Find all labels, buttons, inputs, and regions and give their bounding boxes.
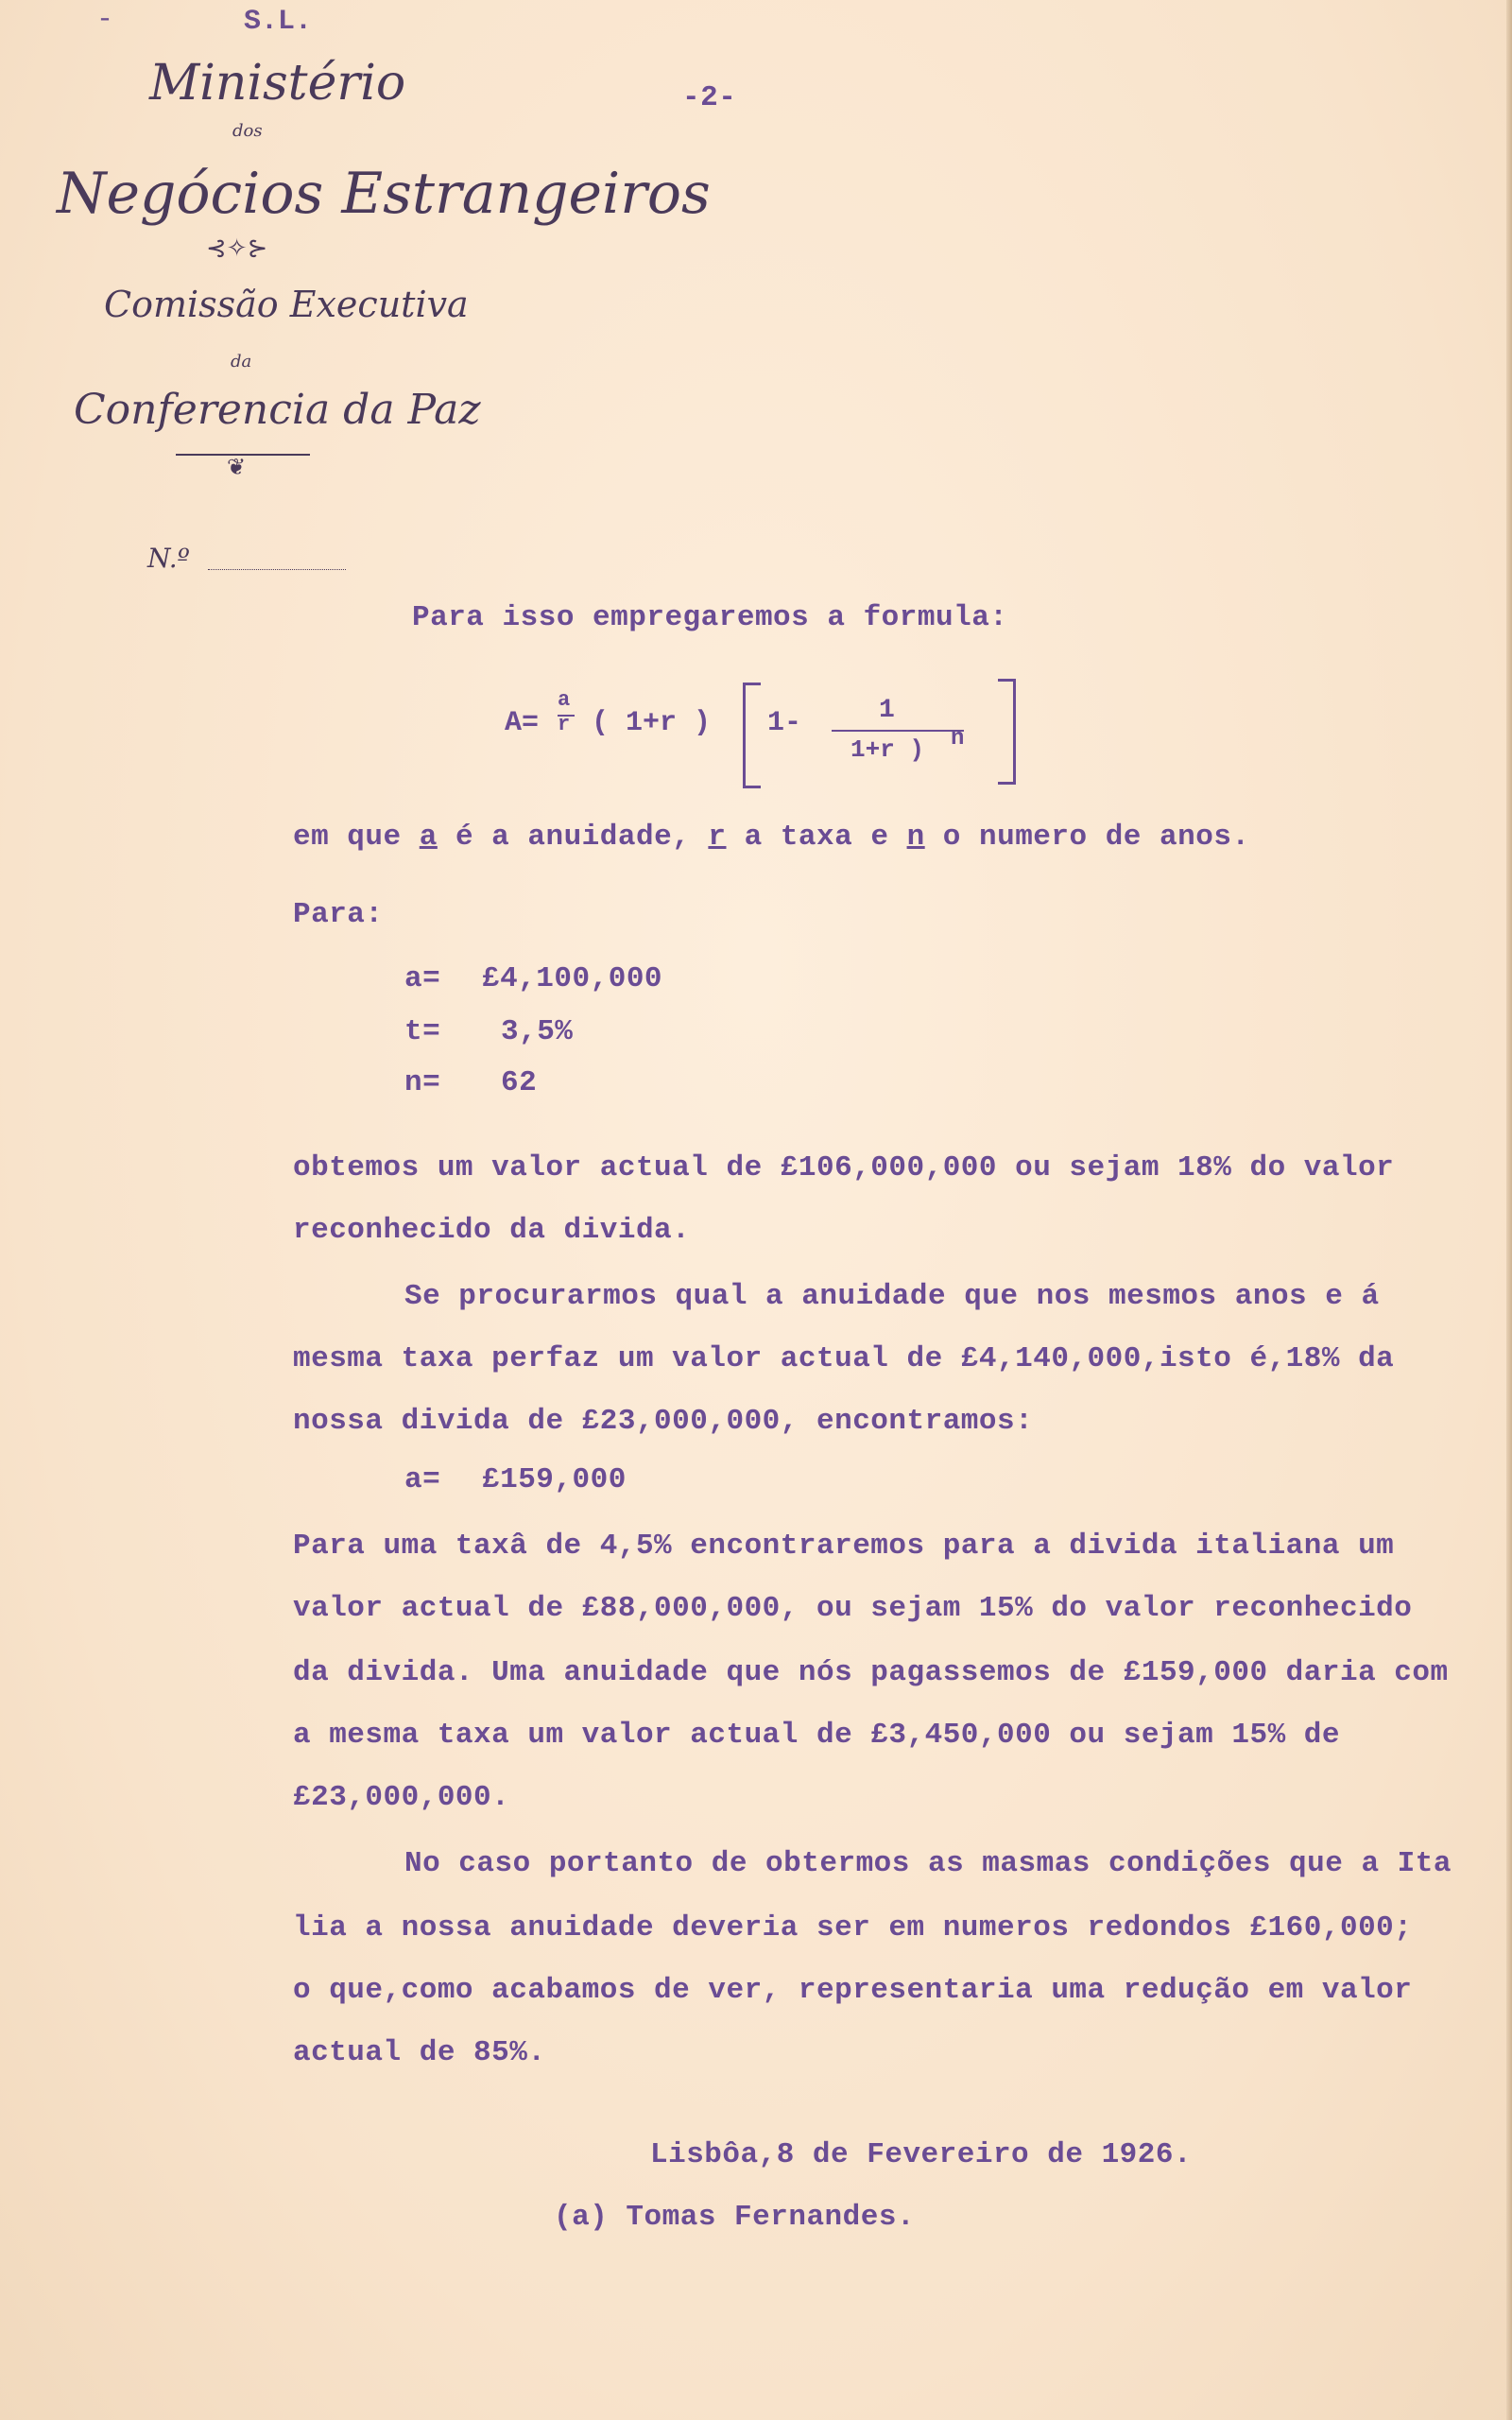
value-amount: 62 [501, 1066, 538, 1099]
place-date: Lisbôa,8 de Fevereiro de 1926. [650, 2138, 1193, 2171]
body-line: o que,como acabamos de ver, representaria uma redução em valor [293, 1974, 1413, 2007]
body-line: lia a nossa anuidade deveria ser em numeros redondos £160,000; [293, 1911, 1413, 1945]
body-line: actual de 85%. [293, 2036, 546, 2069]
formula-a: a [558, 688, 571, 712]
letterhead-ministerio: Ministério [149, 55, 406, 112]
definition-pre: em que [293, 821, 402, 854]
definition-mid1: é a anuidade, [455, 821, 691, 854]
formula-lhs: A= [505, 707, 540, 739]
definition-a: a [419, 821, 438, 854]
body-line: nossa divida de £23,000,000, encontramos: [293, 1405, 1034, 1438]
number-label: N.º [147, 543, 190, 574]
formula-exponent: n [951, 726, 965, 752]
signature: (a) Tomas Fernandes. [554, 2201, 916, 2234]
para-label: Para: [293, 898, 384, 931]
intro-line: Para isso empregaremos a formula: [412, 601, 1008, 634]
letterhead-negocios: Negócios Estrangeiros [57, 161, 711, 227]
value-label: n= [404, 1066, 441, 1099]
formula-numerator: 1 [879, 696, 895, 725]
reference-code: S.L. [244, 6, 313, 38]
body-line: No caso portanto de obtermos as masmas condições que a Ita [404, 1847, 1452, 1880]
value-amount: 3,5% [501, 1015, 574, 1048]
body-line: Para uma taxâ de 4,5% encontraremos para a divida italiana um [293, 1530, 1395, 1563]
body-line: mesma taxa perfaz um valor actual de £4,140,000,isto é,18% da [293, 1342, 1395, 1375]
value-label: t= [404, 1015, 441, 1048]
body-line: reconhecido da divida. [293, 1214, 691, 1247]
page-number: -2- [682, 81, 737, 114]
header-dash: - [96, 4, 114, 36]
body-line: valor actual de £88,000,000, ou sejam 15% do valor reconhecido [293, 1592, 1413, 1625]
body-line: a mesma taxa um valor actual de £3,450,000 ou sejam 15% de [293, 1719, 1340, 1752]
body-line: Se procurarmos qual a anuidade que nos mesmos anos e á [404, 1280, 1380, 1313]
formula-one-minus: 1- [767, 707, 802, 739]
formula-paren: ( 1+r ) [592, 707, 712, 739]
formula-r: r [558, 713, 571, 736]
definition-mid2: a taxa e [744, 821, 889, 854]
value-amount: £4,100,000 [482, 962, 663, 995]
page-edge [1506, 0, 1512, 2420]
letterhead-conferencia: Conferencia da Paz [74, 386, 481, 434]
fraction-bar-main [832, 730, 964, 732]
annuity-formula [501, 681, 1030, 794]
value-label: a= [404, 962, 441, 995]
letterhead-dos: dos [232, 121, 263, 141]
letterhead-comissao: Comissão Executiva [104, 284, 469, 325]
body-line: da divida. Uma anuidade que nós pagassemos de £159,000 daria com [293, 1656, 1449, 1689]
result-label: a= [404, 1463, 441, 1496]
body-line: obtemos um valor actual de £106,000,000 ou sejam 18% do valor [293, 1151, 1395, 1184]
letterhead-da: da [231, 352, 252, 372]
number-line [208, 569, 346, 570]
result-value: £159,000 [482, 1463, 627, 1496]
definition-r: r [708, 821, 727, 854]
ornament-icon: ❦ [227, 454, 247, 480]
definition-n: n [906, 821, 925, 854]
formula-denominator: 1+r ) [850, 735, 925, 764]
flourish-icon: ⊰✧⊱ [206, 234, 268, 263]
body-line: £23,000,000. [293, 1781, 510, 1814]
definition-post: o numero de anos. [942, 821, 1250, 854]
definition-line [293, 821, 1250, 854]
right-bracket [998, 679, 1016, 785]
left-bracket [743, 683, 761, 788]
